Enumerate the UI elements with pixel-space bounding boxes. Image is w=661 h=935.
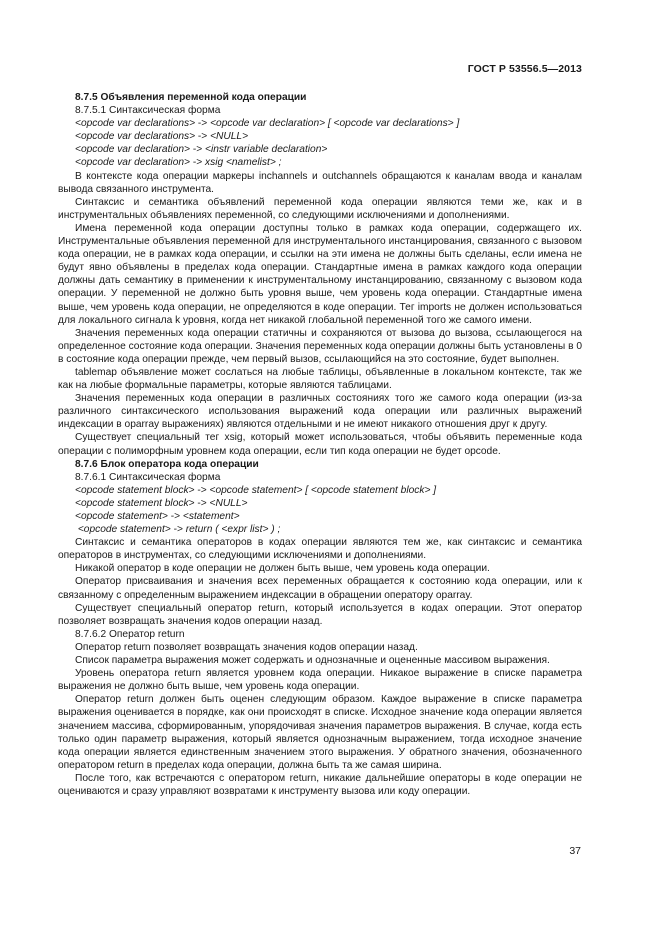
paragraph: Синтаксис и семантика операторов в кодах операции являются тем же, как синтаксис и семантика операторов в инструментах, со следующими исключениями и дополнениями. xyxy=(58,537,582,562)
paragraph: tablemap объявление может сослаться на любые таблицы, объявленные в локальном контексте, так же как на любые формальные параметры, которые являются таблицами. xyxy=(58,366,582,392)
document-header: ГОСТ Р 53556.5—2013 xyxy=(467,63,582,75)
syntax-line: <opcode statement> -> <statement> xyxy=(75,511,240,522)
paragraph: Уровень оператора return является уровнем кода операции. Никакое выражение в списке параметра выражения не должно быть выше, чем уровень кода операции. xyxy=(58,668,582,693)
document-body xyxy=(58,91,582,798)
paragraph: В контексте кода операции маркеры inchannels и outchannels обращаются к каналам ввода и каналам вывода связанного инструмента. xyxy=(58,170,582,195)
paragraph: Существует специальный тег xsig, который может использоваться, чтобы объявить переменные кода операции с полиморфным уровнем кода операции, если тип кода операции не будет opcode. xyxy=(58,432,582,457)
paragraph: Оператор return должен быть оценен следующим образом. Каждое выражение в списке параметра выражения оценивается в порядке, как они происходят в списке. Исходное значение кода операции является значением массива, сформированным, упорядочивая значения параметров выражения. В случае, когда есть только один параметр выражения, который является однозначным выражением, тогда исходное значение кода операции является единственным значением этого выражения. У обратного значения, обозначенного оператором return в пределах кода операции, должна быть та же самая ширина. xyxy=(58,694,582,771)
page-number: 37 xyxy=(569,845,581,857)
paragraph: После того, как встречаются с оператором return, никакие дальнейшие операторы в коде операции не оцениваются и сразу управляют возвратами к инструменту вызова или коду операции. xyxy=(58,772,582,797)
subsection-label: 8.7.6.2 Оператор return xyxy=(75,628,185,640)
paragraph: Значения переменных кода операции в различных состояниях того же самого кода операции (из-за различного синтаксического использования выражений кода операции или различных выражений индексации в oparray выражениях) являются отдельными и не имеют никакого отношения друг к другу. xyxy=(58,393,582,431)
syntax-line: <opcode var declarations> -> <NULL> xyxy=(75,131,249,143)
syntax-line: <opcode var declaration> -> <instr variable declaration> xyxy=(75,144,328,156)
paragraph: Никакой оператор в коде операции не должен быть выше, чем уровень кода операции. xyxy=(75,563,490,575)
section-heading-8-7-5: 8.7.5 Объявления переменной кода операции xyxy=(75,92,307,103)
section-heading-8-7-6: 8.7.6 Блок оператора кода операции xyxy=(75,458,259,470)
syntax-line: <opcode statement> -> return ( <expr list> ) ; xyxy=(77,524,281,536)
syntax-line: <opcode statement block> -> <NULL> xyxy=(75,497,248,509)
syntax-line: <opcode var declarations> -> <opcode var declaration> [ <opcode var declarations> ] xyxy=(75,118,460,130)
paragraph: Оператор присваивания и значения всех переменных обращается к состоянию кода операции, или к связанному с определенным выражением индексации в обращении оператору oparray. xyxy=(58,576,582,601)
subsection-label: 8.7.6.1 Синтаксическая форма xyxy=(75,471,221,483)
paragraph: Синтаксис и семантика объявлений переменной кода операции являются теми же, как и в инструментальных объявлениях переменной, со следующими исключениями и дополнениями. xyxy=(58,196,582,221)
subsection-label: 8.7.5.1 Синтаксическая форма xyxy=(75,105,221,117)
paragraph: Имена переменной кода операции доступны только в рамках кода операции, содержащего их. Инструментальные объявления переменной для инструментального инстанцирования, связанного с вызовом кода операции, не в рамках кода операции, и ссылки на эти имена не должны быть сделаны, если имена не будут явно объявлены в пределах кода операции. Стандартные имена в рамках каждого кода операции должны дать семантику в применении к инструментальному инстанцированию, связанному с вызовом кода операции. У переменной не должно быть уровня выше, чем уровень кода операции. Стандартные имена выше, чем уровень кода операции, не определяются в коде операции. Тег imports не должен использоваться для локального сигнала k уровня, когда нет никакой глобальной переменной того же самого имени. xyxy=(58,222,582,326)
paragraph: Список параметра выражения может содержать и однозначные и оцененные массивом выражения. xyxy=(75,655,550,667)
paragraph: Существует специальный оператор return, который используется в кодах операции. Этот оператор позволяет возвращать значения кодов операции назад. xyxy=(58,602,582,627)
paragraph: Оператор return позволяет возвращать значения кодов операции назад. xyxy=(75,641,418,653)
syntax-line: <opcode statement block> -> <opcode statement> [ <opcode statement block> ] xyxy=(75,484,437,496)
syntax-line: <opcode var declaration> -> xsig <namelist> ; xyxy=(75,157,282,169)
paragraph: Значения переменных кода операции статичны и сохраняются от вызова до вызова, ссылающегося на определенное состояние кода операции. Значения переменных кода операции должны быть установлены в 0 в состояние кода операции прежде, чем первый вызов, ссылающийся на это состояние, будет выполнен. xyxy=(58,327,582,365)
